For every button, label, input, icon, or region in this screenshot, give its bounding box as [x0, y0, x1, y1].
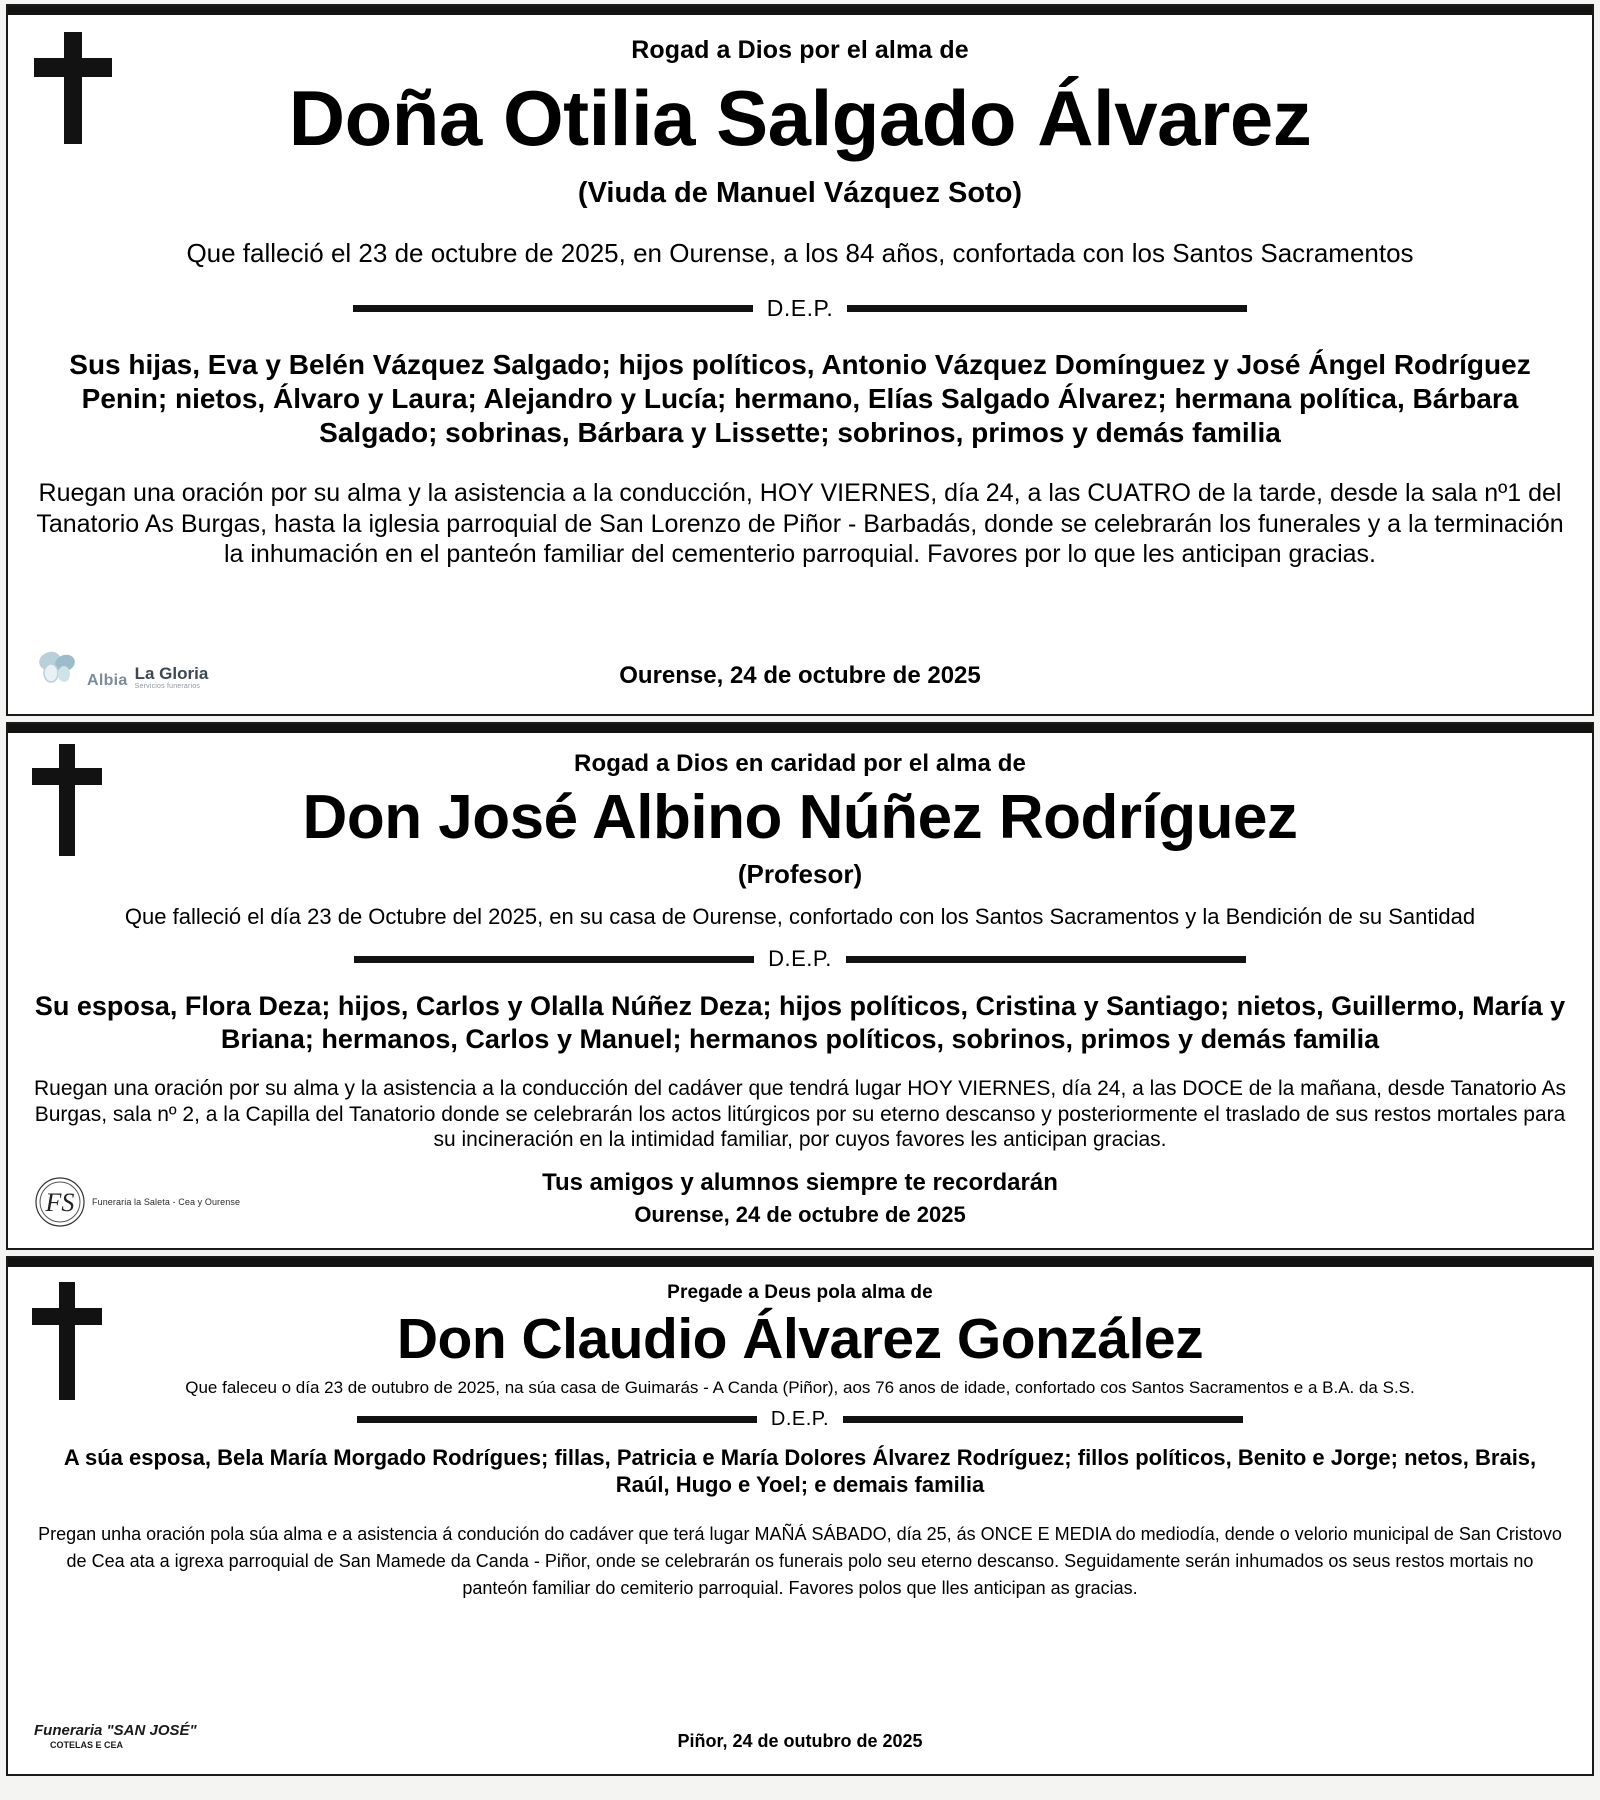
san-jose-caption: COTELAS E CEA [50, 1740, 124, 1751]
obituary-notice [6, 722, 1594, 1250]
death-line: Que faleceu o día 23 de outubro de 2025, na súa casa de Guimarás - A Canda (Piñor), aos 76 anos de idade, confortado cos Santos Sacramentos e a B.A. da S.S. [185, 1378, 1415, 1398]
invocation-line: Rogad a Dios en caridad por el alma de [574, 750, 1026, 777]
deceased-name: Doña Otilia Salgado Álvarez [288, 74, 1312, 162]
invocation-line: Rogad a Dios por el alma de [631, 36, 969, 64]
service-details: Pregan unha oración pola súa alma e a asistencia á condución do cadáver que terá lugar MAÑÁ SÁBADO, día 25, ás ONCE E MEDIA do mediodía, dende o velorio municipal de San Cristovo de Cea ata a igrexa parroquial de San Mamede da Canda - Piñor, onde se celebrarán os funerais polo seu eterno descanso. Seguidamente serán inhumados os seus restos mortais no panteón familiar do cemiterio parroquial. Favores polos que lles anticipan as gracias. [38, 1523, 1562, 1598]
family-list: Su esposa, Flora Deza; hijos, Carlos y Olalla Núñez Deza; hijos políticos, Cristina y Santiago; nietos, Guillermo, María y Briana; hermanos, Carlos y Manuel; hermanos políticos, sobrinos, primos y demás familia [34, 991, 1566, 1055]
albia-brand-text: Albia [87, 672, 128, 689]
death-line: Que falleció el 23 de octubre de 2025, en Ourense, a los 84 años, confortada con los Santos Sacramentos [186, 237, 1414, 268]
death-line: Que falleció el día 23 de Octubre del 2025, en su casa de Ourense, confortado con los Santos Sacramentos y la Bendición de su Santidad [124, 904, 1476, 930]
latin-cross-icon [32, 744, 102, 856]
funeral-home-logo [34, 644, 208, 690]
notice-content [8, 724, 1592, 1248]
albia-la-gloria-logo [34, 644, 208, 690]
notice-footer [34, 1188, 1566, 1228]
deceased-name: Don José Albino Núñez Rodríguez [302, 783, 1298, 852]
obituary-notice [6, 4, 1594, 716]
dep-divider [34, 946, 1566, 972]
latin-cross-icon [32, 1282, 102, 1400]
service-details: Ruegan una oración por su alma y la asistencia a la conducción, HOY VIERNES, día 24, a las CUATRO de la tarde, desde la sala nº1 del Tanatorio As Burgas, hasta la iglesia parroquial de San Lorenzo de Piñor - Barbadás, donde se celebrarán los funerales y a la terminación la inhumación en el panteón familiar del cementerio parroquial. Favores por lo que les anticipan gracias. [36, 479, 1564, 569]
funeral-home-logo [34, 1176, 240, 1228]
dep-divider [34, 295, 1566, 322]
dep-divider [34, 1408, 1566, 1431]
divider-bar-right [847, 305, 1247, 312]
divider-bar-left [357, 1416, 757, 1423]
notice-footer [34, 662, 1566, 690]
place-and-date: Piñor, 24 de outubro de 2025 [677, 1731, 923, 1751]
saleta-seal-icon [34, 1176, 86, 1228]
invocation-line: Pregade a Deus pola alma de [667, 1282, 933, 1303]
place-and-date: Ourense, 24 de octubre de 2025 [619, 662, 981, 689]
latin-cross-icon [34, 32, 112, 144]
divider-bar-right [843, 1416, 1243, 1423]
divider-bar-right [846, 956, 1246, 963]
san-jose-title: Funeraria "SAN JOSÉ" [34, 1721, 197, 1739]
albia-mark-icon [34, 644, 80, 690]
place-and-date: Ourense, 24 de octubre de 2025 [634, 1202, 966, 1227]
obituary-notice [6, 1256, 1594, 1776]
notice-content [8, 6, 1592, 714]
notice-content [8, 1258, 1592, 1774]
deceased-name: Don Claudio Álvarez González [396, 1307, 1204, 1371]
dep-text: D.E.P. [770, 1408, 830, 1431]
family-list: A súa esposa, Bela María Morgado Rodrígues; fillas, Patricia e María Dolores Álvarez Rodríguez; fillos políticos, Benito e Jorge; netos, Brais, Raúl, Hugo e Yoel; e demais familia [63, 1445, 1537, 1497]
saleta-caption: Funeraria la Saleta - Cea y Ourense [92, 1197, 241, 1207]
svg-text:FS: FS [45, 1188, 75, 1217]
funeral-home-logo [34, 1721, 197, 1752]
memorial-line: Tus amigos y alumnos siempre te recordarán [542, 1168, 1058, 1196]
la-gloria-tagline: Servicios funerarios [134, 682, 201, 690]
san-jose-logo [34, 1721, 197, 1752]
family-list: Sus hijas, Eva y Belén Vázquez Salgado; hijos políticos, Antonio Vázquez Domínguez y José Ángel Rodríguez Penin; nietos, Álvaro y Laura; Alejandro y Lucía; hermano, Elías Salgado Álvarez; hermana política, Bárbara Salgado; sobrinas, Bárbara y Lissette; sobrinos, primos y demás familia [69, 348, 1531, 448]
deceased-subtitle: (Viuda de Manuel Vázquez Soto) [577, 176, 1023, 209]
dep-text: D.E.P. [766, 294, 834, 321]
la-gloria-name: La Gloria [134, 663, 209, 683]
notice-footer [34, 1721, 1566, 1752]
divider-bar-left [354, 956, 754, 963]
divider-bar-left [353, 305, 753, 312]
service-details: Ruegan una oración por su alma y la asistencia a la conducción del cadáver que tendrá lugar HOY VIERNES, día 24, a las DOCE de la mañana, desde Tanatorio As Burgas, sala nº 2, a la Capilla del Tanatorio donde se celebrarán los actos litúrgicos por su eterno descanso y posteriormente el traslado de sus restos mortales para su incineración en la intimidad familiar, por cuyos favores les anticipan gracias. [34, 1077, 1566, 1152]
deceased-subtitle: (Profesor) [737, 859, 863, 890]
dep-text: D.E.P. [768, 946, 832, 972]
saleta-logo [34, 1176, 240, 1228]
